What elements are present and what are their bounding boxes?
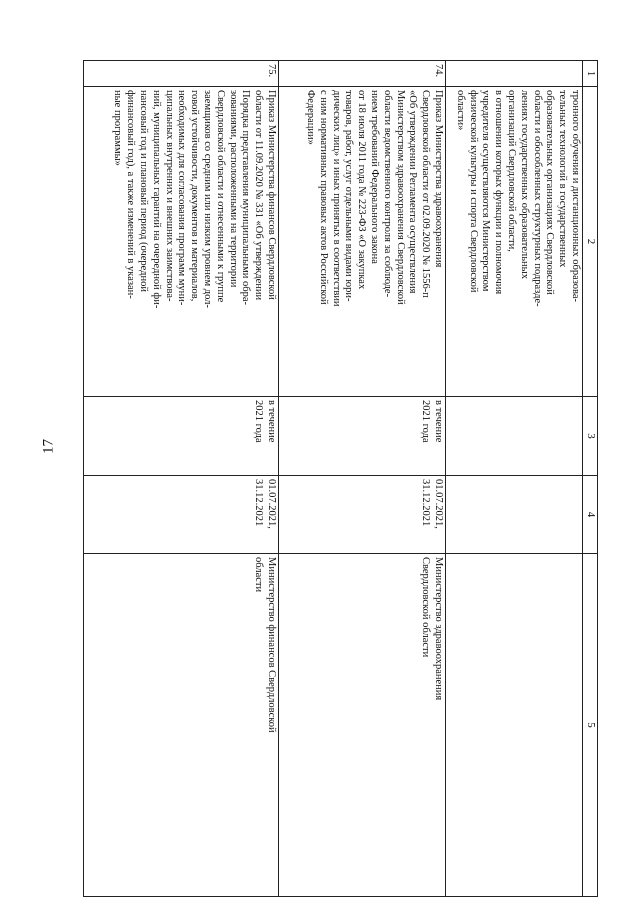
header-col-2: 2 [583, 87, 598, 397]
plan-table [83, 60, 598, 897]
document-cell: тронного обучения и дистанционных образова- тельных технологий в государственных образовательных организациях Свердловской области и обособленных структурных подразде- лениях государственных образовательных организаций Свердловской области, в отношении которых функции и полномочия учредителя осуществляются Министерством физической культуры и спорта Свердловской области» [446, 87, 583, 397]
executor-cell [446, 554, 583, 897]
header-col-3: 3 [583, 397, 598, 476]
period-cell: в течение 2021 года [84, 397, 279, 476]
period-cell [446, 397, 583, 476]
document-cell: Приказ Министерства финансов Свердловской области от 11.09.2020 № 331 «Об утверждении Порядка представления муниципальными обра- зованиями, расположенными на территории Свердловской области и отнесенными к группе заемщиков со средним или низким уровнем дол- говой устойчивости, документов и материалов, необходимых для согласования программ муни- ципальных внутренних и внешних заимствова- ний, муниципальных гарантий на очередной фи- нансовый год и плановый период (очередной финансовый год), а также изменений в указан- ные программы» [84, 87, 279, 397]
date-cell: 01.07.2021, 31.12.2021 [279, 476, 446, 554]
row-number: 74. [279, 61, 446, 87]
period-cell: в течение 2021 года [279, 397, 446, 476]
executor-cell: Министерство здравоохранения Свердловской области [279, 554, 446, 897]
table-row [279, 61, 446, 897]
page-number: 17 [40, 439, 57, 454]
table-row [84, 61, 279, 897]
header-col-5: 5 [583, 554, 598, 897]
date-cell [446, 476, 583, 554]
row-number [446, 61, 583, 87]
header-col-1: 1 [583, 61, 598, 87]
date-cell: 01.07.2021, 31.12.2021 [84, 476, 279, 554]
header-col-4: 4 [583, 476, 598, 554]
table-row [446, 61, 583, 897]
row-number: 75. [84, 61, 279, 87]
rotated-table-container [83, 60, 598, 896]
document-cell: Приказ Министерства здравоохранения Свердловской области от 02.09.2020 № 1556-п «Об утверждении Регламента осуществления Министерством здравоохранения Свердловской области ведомственного контроля за соблюде- нием требований Федерального закона от 18 июля 2011 года № 223-ФЗ «О закупках товаров, работ, услуг отдельными видами юри- дических лиц» и иных принятых в соответствии с ним нормативных правовых актов Российской Федерации» [279, 87, 446, 397]
executor-cell: Министерство финансов Свердловской области [84, 554, 279, 897]
header-row [583, 61, 598, 897]
